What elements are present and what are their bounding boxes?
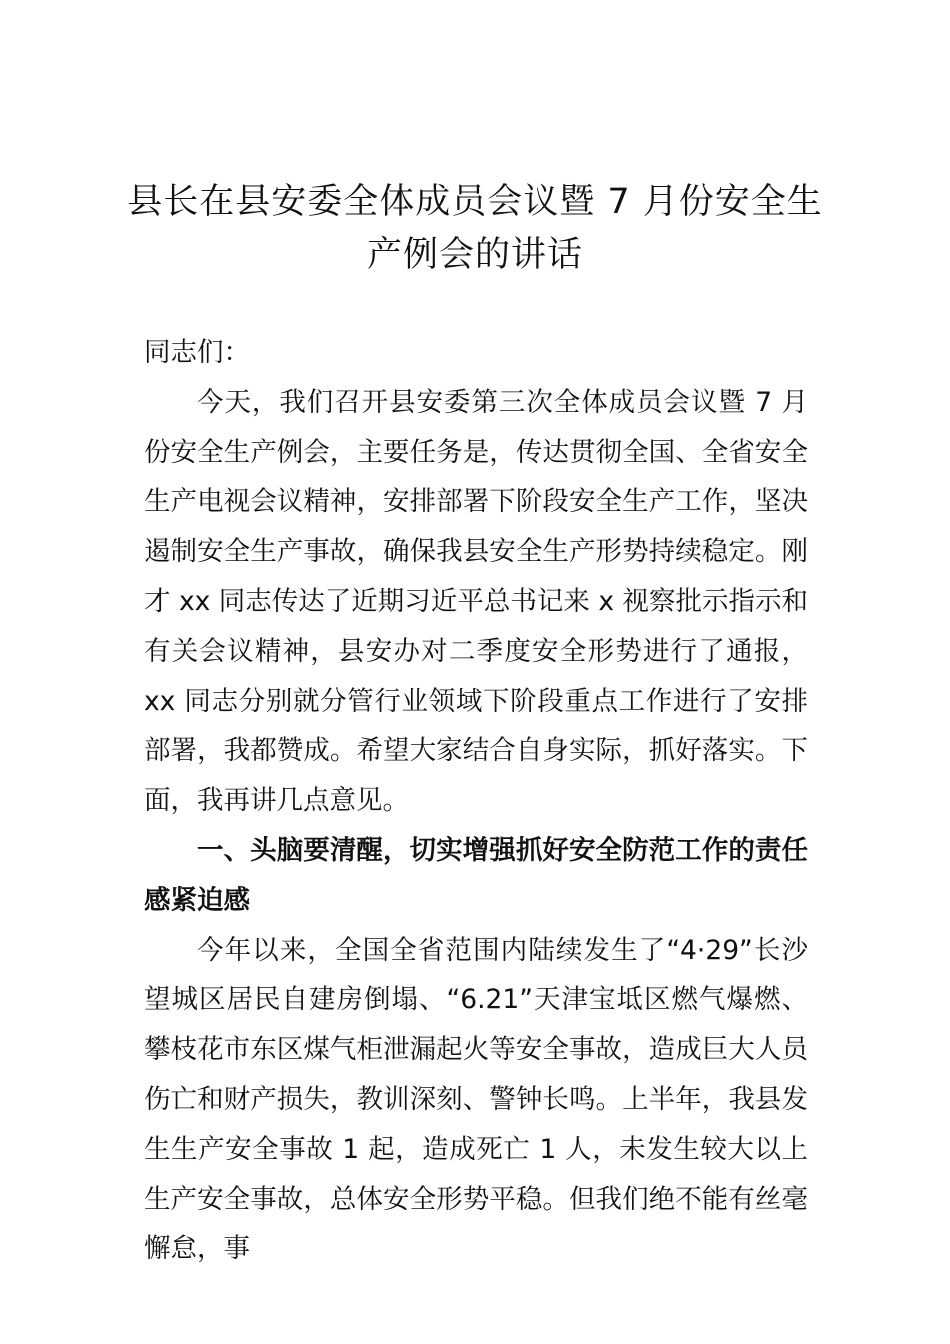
section-paragraph: 今年以来，全国全省范围内陆续发生了“4·29”长沙望城区居民自建房倒塌、“6.21”天津宝坻区燃气爆燃、攀枝花市东区煤气柜泄漏起火等安全事故，造成巨大人员伤亡和财产损失，教训深刻、警钟长鸣。上半年，我县发生生产安全事故 1 起，造成死亡 1 人，未发生较大以上生产安全事故，总体安全形势平稳。但我们绝不能有丝毫懈怠，事	[144, 934, 808, 1265]
salutation: 同志们：	[144, 337, 250, 368]
document-title: 县长在县安委全体成员会议暨 7 月份安全生产例会的讲话	[127, 182, 823, 275]
document-body	[144, 328, 808, 1274]
intro-paragraph: 今天，我们召开县安委第三次全体成员会议暨 7 月份安全生产例会，主要任务是，传达贯彻全国、全省安全生产电视会议精神，安排部署下阶段安全生产工作，坚决遏制安全生产事故，确保我县安全生产形势持续稳定。刚才 xx 同志传达了近期习近平总书记来 x 视察批示指示和有关会议精神，县安办对二季度安全形势进行了通报，xx 同志分别就分管行业领域下阶段重点工作进行了安排部署，我都赞成。希望大家结合自身实际，抓好落实。下面，我再讲几点意见。	[144, 386, 808, 817]
section-heading: 一、头脑要清醒，切实增强抓好安全防范工作的责任感紧迫感	[144, 834, 808, 916]
